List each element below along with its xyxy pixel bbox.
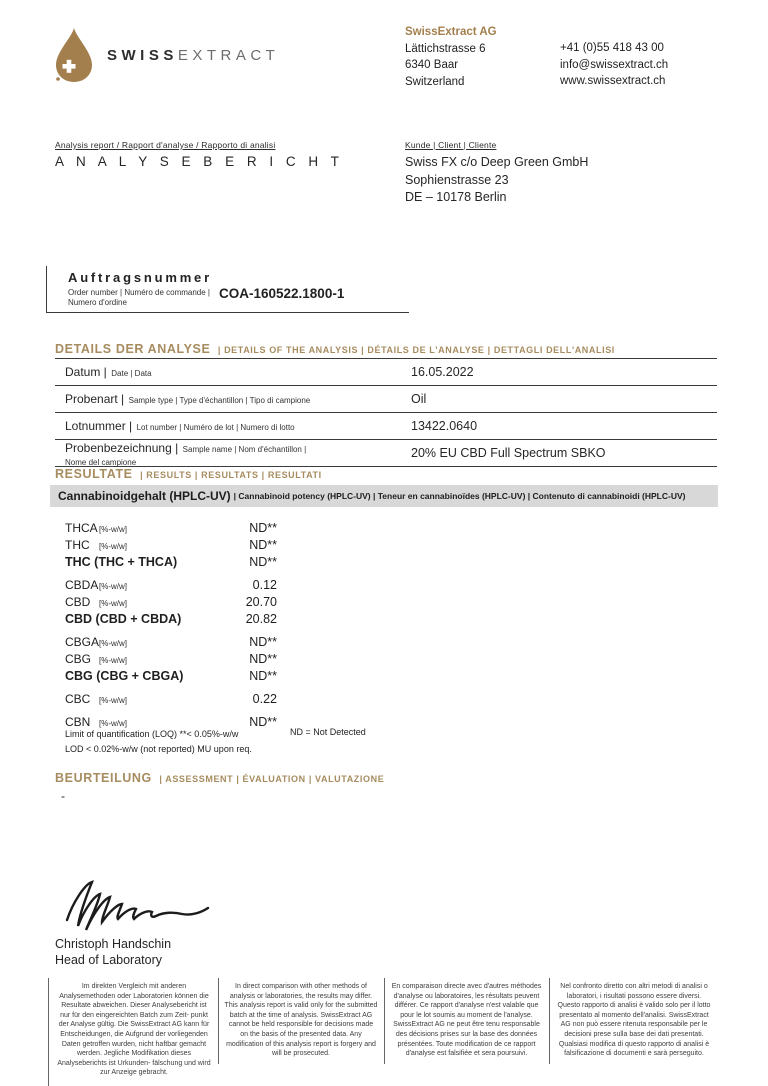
analyte-value: ND**: [249, 635, 277, 649]
order-number-label: Auftragsnummer: [68, 270, 212, 285]
lot-number-value: 13422.0640: [411, 419, 478, 433]
result-row-cbd-total: [65, 612, 277, 629]
analyte-name: CBDA: [65, 578, 99, 592]
analyte-name: THCA: [65, 521, 98, 535]
company-street: Lättichstrasse 6: [405, 42, 486, 55]
company-address-block: [405, 24, 497, 90]
analyte-name-total: THC (THC + THCA): [65, 555, 178, 569]
signatory-title: Head of Laboratory: [55, 953, 163, 967]
customer-name: Swiss FX c/o Deep Green GmbH: [405, 155, 589, 169]
logo-word-swiss: SWISS: [107, 46, 178, 64]
analyte-name: CBC: [65, 692, 91, 706]
report-type-label: Analysis report / Rapport d'analyse / Rapporto di analisi: [55, 140, 276, 150]
row-label: [55, 390, 411, 408]
assessment-heading-main: BEURTEILUNG: [55, 771, 152, 785]
order-number-block: [46, 266, 409, 313]
order-sublabel-line2: Numero d'ordine: [68, 297, 127, 307]
details-section-heading: [55, 340, 615, 358]
analyte-name: CBD: [65, 595, 91, 609]
analyte-unit: [%-w/w]: [99, 582, 127, 591]
nd-legend: ND = Not Detected: [290, 727, 366, 737]
drop-icon: [55, 28, 93, 82]
analyte-value: 0.22: [252, 692, 277, 706]
row-label: [55, 363, 411, 381]
row-label: [55, 439, 411, 467]
disclaimer-english: In direct comparison with other methods of analysis or laboratories, the results may differ. This analysis report is valid only for the submitted batch at the time of analysis. SwissExtract AG cannot be held responsible for decisions made on the basis of the presented data. Any modification of this analysis report is forgery and will be prosecuted.: [224, 983, 378, 1058]
result-row-cbg-total: [65, 669, 277, 686]
result-row-cbd: [65, 595, 277, 612]
row-label-small: Sample type | Type d'échantillon | Tipo di campione: [128, 396, 311, 405]
result-row-thc: [65, 538, 277, 555]
logo-wordmark: [107, 47, 279, 64]
contact-block: [560, 40, 668, 90]
potency-title-main: Cannabinoidgehalt (HPLC-UV): [58, 489, 231, 503]
analyte-value: 20.70: [245, 595, 277, 609]
analyte-value: ND**: [249, 715, 277, 729]
logo-word-extract: EXTRACT: [177, 46, 280, 64]
row-label-main: Lotnummer |: [65, 419, 133, 433]
loq-line2: LOD < 0.02%-w/w (not reported) MU upon req.: [65, 744, 252, 754]
analyte-value: ND**: [249, 669, 277, 683]
row-label-small: Date | Data: [111, 369, 152, 378]
assessment-heading-translations: | ASSESSMENT | ÉVALUATION | VALUTAZIONE: [159, 774, 385, 784]
analyte-unit: [%-w/w]: [99, 696, 127, 705]
order-number-value: COA-160522.1800-1: [219, 286, 345, 301]
cbg-group: [65, 635, 277, 686]
row-label-small-line2: Nome del campione: [65, 458, 137, 467]
result-row-thc-total: [65, 555, 277, 572]
result-row-cbg: [65, 652, 277, 669]
website-url: www.swissextract.ch: [560, 75, 666, 87]
analyte-unit: [%-w/w]: [99, 656, 127, 665]
table-row-sample-type: [55, 386, 717, 413]
footer-divider-2: [384, 978, 385, 1064]
row-label-main: Probenart |: [65, 392, 125, 406]
customer-city: DE – 10178 Berlin: [405, 190, 507, 204]
email-address: info@swissextract.ch: [560, 58, 669, 71]
order-sublabel-line1: Order number | Numéro de commande |: [68, 288, 210, 297]
row-label-small: Lot number | Numéro de lot | Numero di lotto: [136, 423, 295, 432]
analyte-value: 20.82: [245, 612, 277, 626]
loq-note: [65, 727, 252, 757]
company-name: SwissExtract AG: [405, 26, 497, 38]
results-heading-translations: | RESULTS | RESULTATS | RESULTATI: [140, 470, 322, 480]
potency-title-translations: | Cannabinoid potency (HPLC-UV) | Teneur en cannabinoïdes (HPLC-UV) | Contenuto di cannabinoidi (HPLC-UV): [233, 491, 686, 501]
signatory-name: Christoph Handschin: [55, 937, 172, 951]
analyte-unit: [%-w/w]: [99, 542, 127, 551]
footer-divider-3: [549, 978, 550, 1064]
cannabinoid-potency-header: [50, 485, 718, 507]
result-row-cbga: [65, 635, 277, 652]
signatory-block: [55, 936, 171, 968]
phone-number: +41 (0)55 418 43 00: [560, 42, 664, 54]
page-title: A N A L Y S E B E R I C H T: [55, 154, 344, 169]
date-value: 16.05.2022: [411, 365, 474, 379]
disclaimer-german: Im direkten Vergleich mit anderen Analysemethoden oder Laboratorien können die Resultate abweichen. Dieser Analysebericht ist nur für den eingereichten Batch zum Zeit- punkt der Analyse gültig. Die SwissExtract AG kann für Entscheidungen, die Aufgrund der vorliegenden Daten getroffen wurden, nicht haftbar gemacht werden. Jegliche Modifikation dieses Analyseberichts ist Urkunden- fälschung und wird zur Anzeige gebracht.: [57, 983, 211, 1077]
analyte-name-total: CBG (CBG + CBGA): [65, 669, 184, 683]
signature-image: [57, 872, 215, 937]
details-table: [55, 358, 717, 467]
results-section-heading: [55, 465, 322, 483]
result-row-cbda: [65, 578, 277, 595]
footer-disclaimers: [48, 978, 718, 1086]
analyte-name: CBN: [65, 715, 91, 729]
analyte-unit: [%-w/w]: [99, 639, 127, 648]
company-country: Switzerland: [405, 75, 465, 88]
row-label-main: Datum |: [65, 365, 107, 379]
analyte-unit: [%-w/w]: [99, 719, 127, 728]
swissextract-logo: [55, 28, 279, 82]
analyte-name: CBG: [65, 652, 92, 666]
loq-line1: Limit of quantification (LOQ) **< 0.05%-w/w: [65, 729, 239, 739]
analyte-name: THC: [65, 538, 90, 552]
analyte-unit: [%-w/w]: [99, 525, 127, 534]
customer-label: Kunde | Client | Cliente: [405, 140, 497, 150]
table-row-lot-number: [55, 413, 717, 440]
table-row-sample-name: [55, 440, 717, 467]
result-row-thca: [65, 521, 277, 538]
analyte-value: ND**: [249, 521, 277, 535]
results-list: [65, 521, 277, 738]
table-row-date: [55, 359, 717, 386]
disclaimer-french: En comparaison directe avec d'autres méthodes d'analyse ou laboratoires, les résultats peuvent différer. Ce rapport d'analyse n'est valable que pour le lot soumis au moment de l'analyse. SwissExtract AG ne peut être tenu responsable des décisions prises sur la base des données présentées. Toute modification de ce rapport d'analyse est falsifiée et sera poursuivi.: [391, 983, 542, 1058]
row-label: [55, 417, 411, 435]
order-number-sublabel: [68, 288, 228, 307]
analyte-value: ND**: [249, 538, 277, 552]
disclaimer-italian: Nel confronto diretto con altri metodi di analisi o laboratori, i risultati possono essere diversi. Questo rapporto di analisi è valido solo per il lotto presentato al momento dell'analisi. SwissExtract AG non può essere ritenuta responsabile per le decisioni prese sulla base dei dati presentati. Qualsiasi modifica di questo rapporto di analisi è falsificazione di documenti e sarà perseguito.: [557, 983, 711, 1058]
footer-left-rule: [48, 978, 49, 1086]
analyte-unit: [%-w/w]: [99, 599, 127, 608]
details-heading-translations: | DETAILS OF THE ANALYSIS | DÉTAILS DE L'ANALYSE | DETTAGLI DELL'ANALISI: [217, 345, 615, 355]
results-heading-main: RESULTATE: [55, 467, 133, 481]
customer-street: Sophienstrasse 23: [405, 172, 509, 187]
row-label-small: Sample name | Nom d'échantillon |: [182, 445, 307, 454]
row-label-main: Probenbezeichnung |: [65, 441, 179, 455]
analyte-name: CBGA: [65, 635, 100, 649]
footer-divider-1: [218, 978, 219, 1064]
analyte-value: ND**: [249, 555, 277, 569]
assessment-section-heading: [55, 769, 384, 787]
cbd-group: [65, 578, 277, 629]
result-row-cbc: [65, 692, 277, 709]
sample-name-value: 20% EU CBD Full Spectrum SBKO: [411, 446, 606, 460]
analyte-value: 0.12: [252, 578, 277, 592]
company-city: 6340 Baar: [405, 59, 459, 71]
analyte-name-total: CBD (CBD + CBDA): [65, 612, 182, 626]
analyte-value: ND**: [249, 652, 277, 666]
customer-address-block: [405, 154, 588, 207]
cbc-group: [65, 692, 277, 709]
sample-type-value: Oil: [411, 392, 427, 406]
thc-group: [65, 521, 277, 572]
details-heading-main: DETAILS DER ANALYSE: [55, 342, 211, 356]
assessment-value: -: [61, 789, 65, 803]
